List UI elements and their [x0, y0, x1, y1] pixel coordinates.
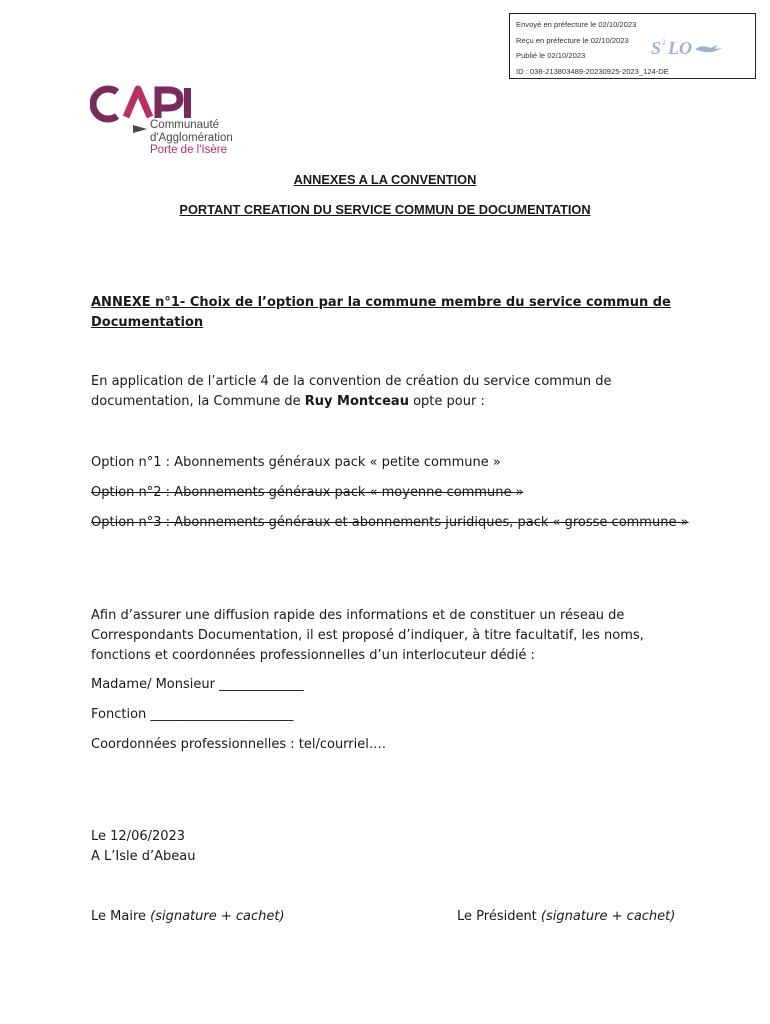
- commune-name: Ruy Montceau: [304, 394, 409, 409]
- signature-date: Le 12/06/2023: [91, 829, 186, 844]
- intro-line-1: En application de l’article 4 de la convention de création du service commun de: [91, 374, 612, 389]
- contact-line-1: Afin d’assurer une diffusion rapide des informations et de constituer un réseau de: [91, 608, 625, 623]
- annex-heading-line-2: Documentation: [91, 315, 204, 330]
- option-1: Option n°1 : Abonnements généraux pack « petite commune »: [91, 455, 501, 470]
- logo-line-3: Porte de l'Isère: [150, 144, 227, 156]
- signature-place: A L’Isle d’Abeau: [91, 849, 196, 864]
- option-2: Option n°2 : Abonnements généraux pack « moyenne commune »: [91, 485, 524, 500]
- coords-field: Coordonnées professionnelles : tel/courriel….: [91, 737, 386, 752]
- svg-text:S: S: [651, 38, 662, 58]
- svg-text:2: 2: [662, 38, 666, 47]
- s2lo-logo-icon: [651, 36, 731, 60]
- page-subtitle: PORTANT CREATION DU SERVICE COMMUN DE DOCUMENTATION: [179, 202, 591, 217]
- page-title: ANNEXES A LA CONVENTION: [293, 172, 477, 187]
- intro-paragraph: [91, 372, 691, 412]
- contact-paragraph: [91, 606, 691, 666]
- annex-heading: [91, 293, 691, 333]
- mayor-label: Le Maire: [91, 909, 151, 924]
- president-label: Le Président: [457, 909, 541, 924]
- svg-text:LO: LO: [668, 38, 692, 58]
- intro-line-2: [91, 392, 691, 412]
- contact-line-2: Correspondants Documentation, il est proposé d’indiquer, à titre facultatif, les noms,: [91, 628, 644, 643]
- stamp-received: Reçu en préfecture le 02/10/2023: [516, 35, 629, 45]
- intro-line-2-prefix: documentation, la Commune de: [91, 394, 305, 409]
- logo-line-1: Communauté: [150, 119, 220, 131]
- stamp-published: Publié le 02/10/2023: [516, 51, 586, 60]
- mayor-signature: [91, 907, 351, 927]
- stamp-sent: Envoyé en préfecture le 02/10/2023: [516, 20, 637, 29]
- name-field: Madame/ Monsieur _____________: [91, 677, 304, 692]
- option-3: Option n°3 : Abonnements généraux et abonnements juridiques, pack « grosse commune »: [91, 515, 689, 530]
- prefecture-stamp: [509, 13, 756, 79]
- stamp-id: ID : 038-213803489-20230925-2023_124-DE: [516, 66, 669, 76]
- president-signature: [457, 907, 717, 927]
- logo-line-2: d'Agglomération: [150, 131, 233, 144]
- function-field: Fonction ______________________: [91, 707, 294, 722]
- mayor-note: (signature + cachet): [150, 909, 285, 924]
- contact-line-3: fonctions et coordonnées professionnelles d’un interlocuteur dédié :: [91, 648, 535, 663]
- annex-heading-line-1: ANNEXE n°1- Choix de l’option par la commune membre du service commun de: [91, 295, 671, 310]
- logo-subtitle: [150, 119, 233, 157]
- president-note: (signature + cachet): [540, 909, 676, 924]
- intro-line-2-suffix: opte pour :: [408, 394, 485, 409]
